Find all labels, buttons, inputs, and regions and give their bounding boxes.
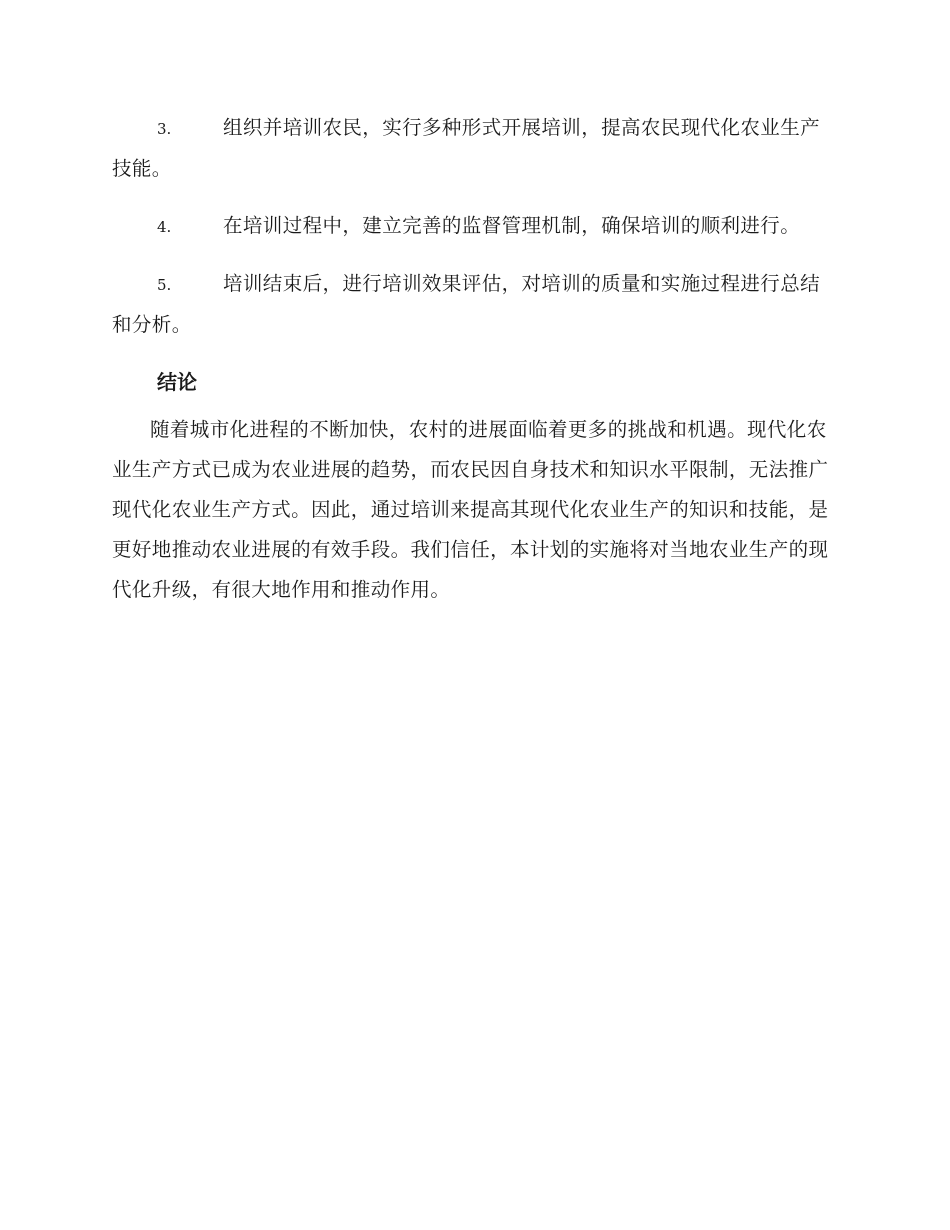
conclusion-heading: 结论 [157, 370, 197, 394]
list-item-number: 4. [157, 218, 172, 236]
list-item-number: 3. [157, 120, 172, 138]
list-item [112, 108, 834, 189]
document-body [112, 108, 834, 610]
conclusion-paragraph: 随着城市化进程的不断加快，农村的进展面临着更多的挑战和机遇。现代化农业生产方式已成为农业进展的趋势，而农民因自身技术和知识水平限制，无法推广现代化农业生产方式。因此，通过培训来提高其现代化农业生产的知识和技能，是更好地推动农业进展的有效手段。我们信任，本计划的实施将对当地农业生产的现代化升级，有很大地作用和推动作用。 [112, 418, 829, 601]
list-item-text: 组织并培训农民，实行多种形式开展培训，提高农民现代化农业生产技能。 [112, 116, 821, 180]
list-item [112, 264, 834, 345]
list-item-text: 在培训过程中，建立完善的监督管理机制，确保培训的顺利进行。 [223, 214, 801, 237]
list-item [112, 206, 834, 247]
list-item-text: 培训结束后，进行培训效果评估，对培训的质量和实施过程进行总结和分析。 [112, 272, 821, 336]
list-item-number: 5. [157, 276, 172, 294]
